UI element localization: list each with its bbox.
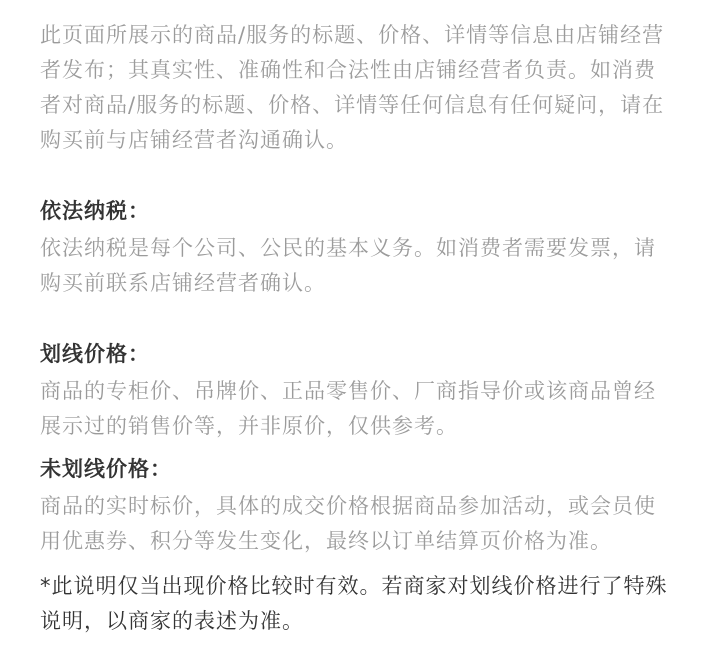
section-unlined-price	[40, 452, 672, 559]
section-strikethrough-price-title: 划线价格：	[40, 342, 150, 366]
section-unlined-price-title: 未划线价格：	[40, 457, 172, 481]
section-tax-body: 依法纳税是每个公司、公民的基本义务。如消费者需要发票，请购买前联系店铺经营者确认。	[40, 236, 656, 295]
section-tax	[40, 194, 672, 301]
footnote: *此说明仅当出现价格比较时有效。若商家对划线价格进行了特殊说明，以商家的表述为准。	[40, 574, 668, 633]
section-strikethrough-price-body: 商品的专柜价、吊牌价、正品零售价、厂商指导价或该商品曾经展示过的销售价等，并非原价，仅供参考。	[40, 379, 656, 438]
section-tax-title: 依法纳税：	[40, 199, 150, 223]
section-strikethrough-price	[40, 337, 672, 444]
intro-paragraph: 此页面所展示的商品/服务的标题、价格、详情等信息由店铺经营者发布；其真实性、准确性和合法性由店铺经营者负责。如消费者对商品/服务的标题、价格、详情等任何信息有任何疑问，请在购买前与店铺经营者沟通确认。	[40, 23, 665, 152]
section-unlined-price-body: 商品的实时标价，具体的成交价格根据商品参加活动，或会员使用优惠券、积分等发生变化，最终以订单结算页价格为准。	[40, 494, 656, 553]
